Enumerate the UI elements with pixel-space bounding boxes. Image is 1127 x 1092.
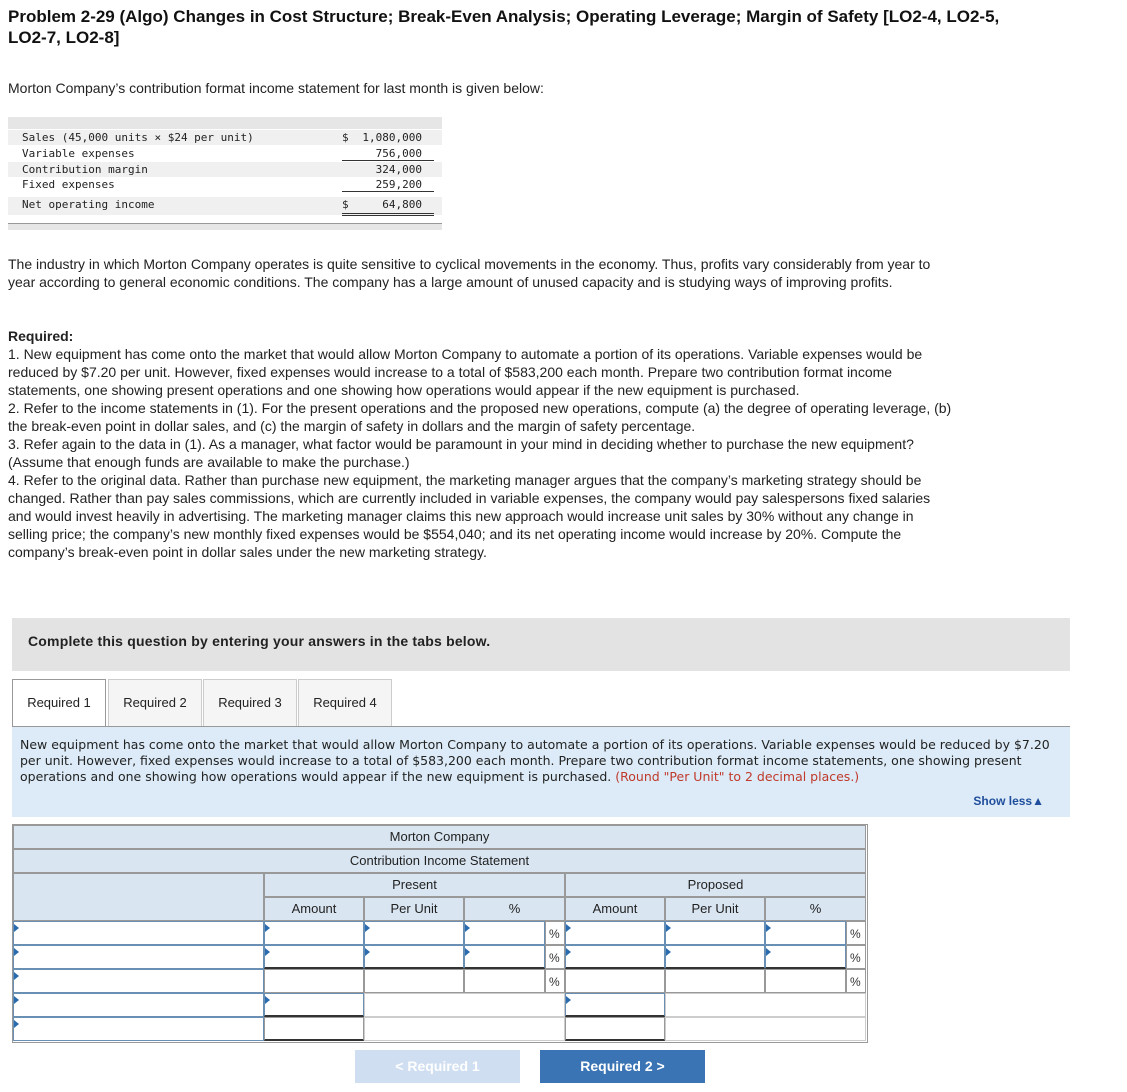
present-amount-header: Amount <box>264 897 364 921</box>
pct-sign: % <box>850 975 861 989</box>
show-less-link[interactable]: Show less▲ <box>973 794 1044 808</box>
row-1-proposed-pct-input[interactable] <box>765 921 846 945</box>
row-4-present-amount-input[interactable] <box>264 993 364 1017</box>
present-pct-header: % <box>464 897 565 921</box>
tab-required-4[interactable]: Required 4 <box>298 679 392 726</box>
rounding-note: (Round "Per Unit" to 2 decimal places.) <box>615 769 860 784</box>
row-2-present-pct-input[interactable] <box>464 945 545 969</box>
required-item-1: 1. New equipment has come onto the market that would allow Morton Company to automate a portion of its operations. Variable expenses would be reduced by $7.20 per unit. However, fixed expenses would increase to a total of $583,200 each month. Prepare two contribution format income statements, one showing present operations and one showing how operations would appear if the new equipment is purchased. <box>8 346 923 398</box>
row-1-proposed-per-unit-input[interactable] <box>665 921 765 945</box>
required-item-2: 2. Refer to the income statements in (1). For the present operations and the proposed new operations, compute (a) the degree of operating leverage, (b) the break-even point in dollar sales, and (c) the margin of safety in dollars and the margin of safety percentage. <box>8 400 952 434</box>
intro-text: Morton Company’s contribution format income statement for last month is given below: <box>8 80 544 96</box>
row-3-present-per-unit-total <box>364 969 464 993</box>
instruction-banner: Complete this question by entering your answers in the tabs below. <box>12 618 1070 671</box>
row-2-proposed-amount-input[interactable] <box>565 945 665 969</box>
row-4-label-input[interactable] <box>13 993 264 1017</box>
row-3-label-input[interactable] <box>13 969 264 993</box>
instruction-text: New equipment has come onto the market that would allow Morton Company to automate a portion of its operations. Variable expenses would be reduced by $7.20 per unit. However, fixed expenses would increase to a total of $583,200 each month. Prepare two contribution format income statements, one showing present operations and one showing how operations would appear if the new equipment is purchased. <box>20 737 1050 784</box>
row-1-label-input[interactable] <box>13 921 264 945</box>
tab-required-1[interactable]: Required 1 <box>12 679 106 728</box>
page-title: Problem 2-29 (Algo) Changes in Cost Structure; Break-Even Analysis; Operating Leverage; Margin of Safety [LO2-4, LO2-5, LO2-7, LO2-8] <box>8 7 1000 47</box>
present-per-unit-header: Per Unit <box>364 897 464 921</box>
row-1-present-amount-input[interactable] <box>264 921 364 945</box>
required-section <box>8 327 953 561</box>
pct-sign: % <box>549 975 560 989</box>
statement-row-net: Net operating income $ 64,800 <box>8 197 442 215</box>
tab-instructions <box>12 727 1070 817</box>
required-item-4: 4. Refer to the original data. Rather than purchase new equipment, the marketing manager argues that the company’s marketing strategy should be changed. Rather than pay sales commissions, which are currently included in variable expenses, the company would pay salespersons fixed salaries and would invest heavily in advertising. The marketing manager claims this new approach would increase unit sales by 30% without any change in selling price; the company’s new monthly fixed expenses would be $554,040; and its net operating income would increase by 20%. Compute the company’s break-even point in dollar sales under the new marketing strategy. <box>8 472 931 560</box>
proposed-amount-header: Amount <box>565 897 665 921</box>
statement-row-fixed: Fixed expenses 259,200 <box>22 178 422 191</box>
proposed-per-unit-header: Per Unit <box>665 897 765 921</box>
row-2-label-input[interactable] <box>13 945 264 969</box>
statement-row-sales: Sales (45,000 units × $24 per unit) $ 1,080,000 <box>8 130 442 145</box>
row-3-present-pct-total <box>464 969 545 993</box>
row-5-proposed-amount-total <box>565 1017 665 1041</box>
pct-sign: % <box>850 927 861 941</box>
pct-sign: % <box>549 951 560 965</box>
required-item-3: 3. Refer again to the data in (1). As a manager, what factor would be paramount in your mind in deciding whether to purchase the new equipment? (Assume that enough funds are available to make the purchase.) <box>8 436 914 470</box>
income-statement <box>8 117 442 230</box>
industry-text: The industry in which Morton Company operates is quite sensitive to cyclical movements in the economy. Thus, profits vary considerably from year to year according to general economic conditions. The company has a large amount of unused capacity and is studying ways of improving profits. <box>8 256 931 290</box>
table-statement-title: Contribution Income Statement <box>13 849 866 873</box>
row-3-proposed-per-unit-total <box>665 969 765 993</box>
row-5-present-amount-total <box>264 1017 364 1041</box>
table-company-name: Morton Company <box>13 825 866 849</box>
statement-row-contribution: Contribution margin 324,000 <box>8 162 442 177</box>
row-3-present-amount-total <box>264 969 364 993</box>
present-header: Present <box>264 873 565 897</box>
row-3-proposed-pct-total <box>765 969 846 993</box>
proposed-header: Proposed <box>565 873 866 897</box>
row-2-present-amount-input[interactable] <box>264 945 364 969</box>
proposed-pct-header: % <box>765 897 866 921</box>
row-1-present-per-unit-input[interactable] <box>364 921 464 945</box>
pct-sign: % <box>850 951 861 965</box>
row-2-present-per-unit-input[interactable] <box>364 945 464 969</box>
tab-required-3[interactable]: Required 3 <box>203 679 297 726</box>
tab-required-2[interactable]: Required 2 <box>108 679 202 726</box>
pct-sign: % <box>549 927 560 941</box>
row-1-present-pct-input[interactable] <box>464 921 545 945</box>
row-1-proposed-amount-input[interactable] <box>565 921 665 945</box>
required-heading: Required: <box>8 328 74 344</box>
row-2-proposed-per-unit-input[interactable] <box>665 945 765 969</box>
row-4-proposed-amount-input[interactable] <box>565 993 665 1017</box>
statement-row-variable: Variable expenses 756,000 <box>22 147 422 160</box>
row-3-proposed-amount-total <box>565 969 665 993</box>
row-2-proposed-pct-input[interactable] <box>765 945 846 969</box>
next-tab-button[interactable]: Required 2 > <box>540 1050 705 1083</box>
income-statement-table <box>12 824 868 1043</box>
row-5-label-input[interactable] <box>13 1017 264 1041</box>
previous-tab-button[interactable]: < Required 1 <box>355 1050 520 1083</box>
